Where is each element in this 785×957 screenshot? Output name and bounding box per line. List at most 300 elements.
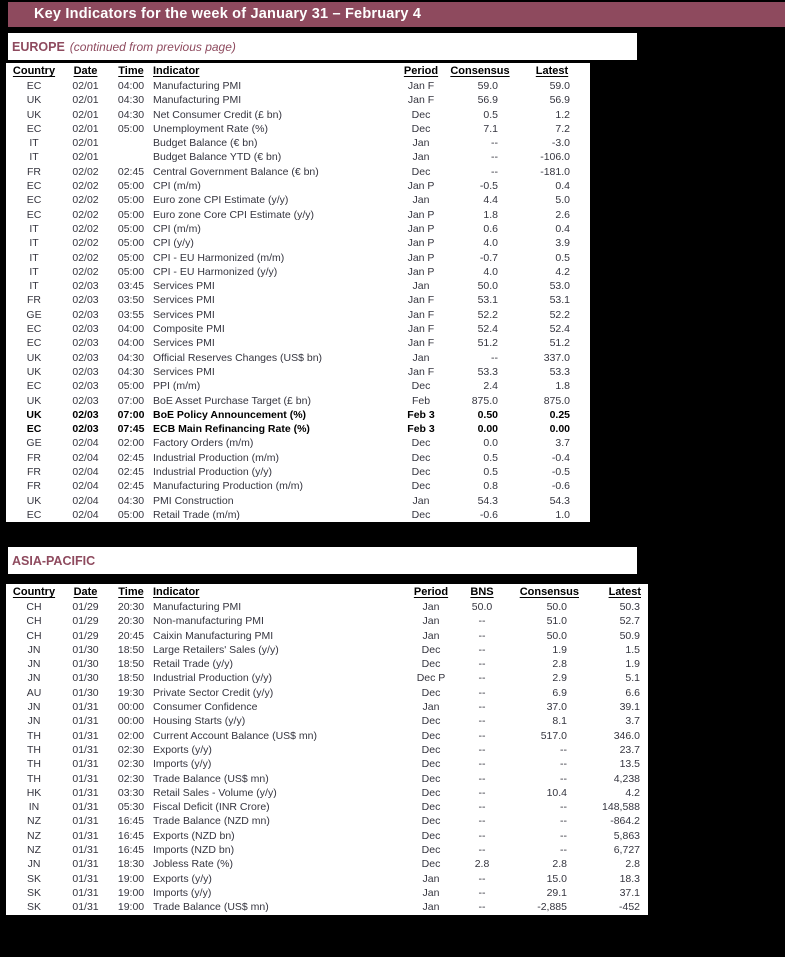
table-cell: -- bbox=[478, 901, 486, 914]
table-cell: Dec bbox=[421, 643, 441, 656]
table-cell: CH bbox=[26, 615, 42, 628]
table-cell: FR bbox=[27, 165, 41, 178]
table-cell: Services PMI bbox=[153, 280, 215, 293]
table-cell: Dec bbox=[421, 815, 441, 828]
table-cell: -- bbox=[560, 815, 567, 828]
table-cell: 02/02 bbox=[72, 222, 99, 235]
table-cell: 18:50 bbox=[117, 643, 145, 656]
table-cell: 02/01 bbox=[72, 122, 99, 135]
table-cell: Retail Sales - Volume (y/y) bbox=[153, 786, 277, 799]
table-cell: 50.0 bbox=[477, 280, 498, 293]
table-cell: 01/31 bbox=[72, 758, 99, 771]
table-cell: -- bbox=[478, 786, 486, 799]
table-row bbox=[6, 93, 590, 107]
table-cell: Exports (NZD bn) bbox=[153, 829, 235, 842]
table-cell: 875.0 bbox=[543, 394, 570, 407]
table-cell: 02:45 bbox=[117, 451, 145, 464]
table-cell: 59.0 bbox=[549, 80, 570, 92]
table-cell: 01/31 bbox=[72, 858, 99, 871]
table-row bbox=[6, 108, 590, 122]
table-cell: 51.0 bbox=[546, 615, 567, 628]
table-cell: 02/03 bbox=[72, 337, 99, 350]
table-cell: 1.5 bbox=[625, 643, 640, 656]
table-cell: 04:30 bbox=[117, 351, 145, 364]
table-cell: 59.0 bbox=[477, 80, 498, 92]
table-cell: -0.4 bbox=[551, 451, 570, 464]
table-cell: 39.1 bbox=[619, 701, 640, 714]
table-cell: Services PMI bbox=[153, 308, 215, 321]
table-cell: Dec bbox=[421, 858, 441, 871]
table-row bbox=[6, 600, 648, 614]
table-cell: Dec bbox=[421, 658, 441, 671]
table-cell: EC bbox=[26, 194, 42, 207]
table-cell: 16:45 bbox=[117, 815, 145, 828]
table-cell: 5.1 bbox=[625, 672, 640, 685]
table-cell: EC bbox=[26, 508, 42, 521]
table-cell: 01/30 bbox=[72, 672, 99, 685]
header-row bbox=[6, 584, 648, 600]
table-cell: 148,588 bbox=[602, 801, 640, 814]
table-cell: 01/31 bbox=[72, 872, 99, 885]
table-cell: 07:45 bbox=[117, 423, 145, 436]
table-cell: EC bbox=[26, 380, 42, 393]
table-cell: 02/04 bbox=[72, 466, 99, 479]
table-cell: 1.8 bbox=[483, 208, 498, 221]
table-cell: 0.0 bbox=[483, 437, 498, 450]
table-cell: 02/03 bbox=[72, 380, 99, 393]
table-cell: IT bbox=[29, 222, 39, 235]
table-cell: Jan P bbox=[407, 222, 435, 235]
table-cell: -- bbox=[478, 772, 486, 785]
table-cell: 02/04 bbox=[72, 437, 99, 450]
table-cell: 0.5 bbox=[483, 108, 498, 121]
table-cell: -- bbox=[560, 758, 567, 771]
table-cell: 03:55 bbox=[117, 308, 145, 321]
table-cell: 02:45 bbox=[117, 165, 145, 178]
table-cell: Manufacturing PMI bbox=[153, 601, 242, 613]
table-row bbox=[6, 700, 648, 714]
table-cell bbox=[109, 136, 153, 150]
table-cell: Jan bbox=[412, 137, 430, 150]
table-cell: Jan F bbox=[407, 337, 435, 350]
table-cell: FR bbox=[27, 480, 41, 493]
table-cell: CH bbox=[26, 601, 42, 613]
table-cell: 00:00 bbox=[117, 715, 145, 728]
table-cell: FR bbox=[27, 451, 41, 464]
table-row bbox=[6, 408, 590, 422]
table-cell: 02/03 bbox=[72, 365, 99, 378]
table-cell: 05:00 bbox=[117, 194, 145, 207]
table-cell: 04:30 bbox=[117, 494, 145, 507]
table-cell: 04:00 bbox=[117, 323, 145, 336]
table-cell: 05:30 bbox=[117, 801, 145, 814]
table-cell: 50.0 bbox=[546, 601, 567, 613]
table-cell: 4.0 bbox=[483, 265, 498, 278]
table-cell: Manufacturing PMI bbox=[153, 80, 242, 92]
table-cell: 517.0 bbox=[540, 729, 567, 742]
table-cell: Jan bbox=[422, 615, 440, 628]
table-cell: 07:00 bbox=[117, 408, 145, 421]
table-cell: NZ bbox=[27, 815, 41, 828]
table-cell: Imports (y/y) bbox=[153, 758, 212, 771]
table-cell: 05:00 bbox=[117, 122, 145, 135]
table-cell: PPI (m/m) bbox=[153, 380, 201, 393]
table-cell: 16:45 bbox=[117, 844, 145, 857]
table-cell: 20:45 bbox=[117, 629, 145, 642]
table-cell: 19:00 bbox=[117, 872, 145, 885]
table-cell: -864.2 bbox=[610, 815, 640, 828]
table-cell: 2.9 bbox=[552, 672, 567, 685]
table-cell: CPI (y/y) bbox=[153, 237, 194, 250]
table-cell: 19:00 bbox=[117, 886, 145, 899]
table-cell: Dec bbox=[411, 165, 431, 178]
table-cell: CPI - EU Harmonized (m/m) bbox=[153, 251, 285, 264]
table-cell: 04:30 bbox=[117, 365, 145, 378]
table-cell: UK bbox=[26, 94, 42, 107]
table-cell: 01/31 bbox=[72, 715, 99, 728]
table-cell: Consumer Confidence bbox=[153, 701, 258, 714]
table-row bbox=[6, 179, 590, 193]
column-header: Period bbox=[413, 586, 449, 598]
column-header: Country bbox=[12, 586, 56, 598]
table-cell: Dec bbox=[421, 715, 441, 728]
table-cell: 02/02 bbox=[72, 265, 99, 278]
table-cell: -106.0 bbox=[540, 151, 570, 164]
europe-table-panel bbox=[4, 61, 592, 524]
table-cell: 50.9 bbox=[619, 629, 640, 642]
section-header-europe bbox=[8, 33, 637, 60]
table-cell: 56.9 bbox=[477, 94, 498, 107]
table-cell: 05:00 bbox=[117, 251, 145, 264]
table-cell: Feb 3 bbox=[407, 408, 435, 421]
table-row bbox=[6, 336, 590, 350]
table-cell: Dec bbox=[421, 844, 441, 857]
table-cell: 29.1 bbox=[546, 886, 567, 899]
table-cell: Jan P bbox=[407, 251, 435, 264]
table-cell: UK bbox=[26, 351, 42, 364]
table-cell: 6.9 bbox=[552, 686, 567, 699]
table-cell: 52.2 bbox=[477, 308, 498, 321]
table-cell: 2.8 bbox=[552, 858, 567, 871]
table-cell: 875.0 bbox=[471, 394, 498, 407]
table-cell: 01/31 bbox=[72, 844, 99, 857]
table-cell: Jan F bbox=[407, 294, 435, 307]
column-header: BNS bbox=[470, 586, 494, 598]
table-cell: Imports (y/y) bbox=[153, 886, 212, 899]
table-cell: -- bbox=[478, 801, 486, 814]
table-cell: -- bbox=[478, 886, 486, 899]
table-cell: 50.3 bbox=[619, 601, 640, 613]
table-row bbox=[6, 900, 648, 914]
table-cell: -- bbox=[491, 151, 498, 164]
table-cell: 01/31 bbox=[72, 886, 99, 899]
table-row bbox=[6, 236, 590, 250]
table-cell: 01/30 bbox=[72, 658, 99, 671]
table-cell: 02/02 bbox=[72, 194, 99, 207]
table-cell: -0.5 bbox=[551, 466, 570, 479]
table-cell: 23.7 bbox=[619, 743, 640, 756]
table-cell: Dec bbox=[411, 466, 431, 479]
table-cell: 02/03 bbox=[72, 323, 99, 336]
table-cell: EC bbox=[26, 323, 42, 336]
table-cell: Dec bbox=[411, 380, 431, 393]
table-cell: 3.9 bbox=[555, 237, 570, 250]
table-cell: 7.1 bbox=[483, 122, 498, 135]
table-row bbox=[6, 308, 590, 322]
table-cell: 02:00 bbox=[117, 729, 145, 742]
table-cell: 01/29 bbox=[72, 629, 99, 642]
column-header: Latest bbox=[608, 586, 641, 598]
table-cell: -0.6 bbox=[551, 480, 570, 493]
table-row bbox=[6, 150, 590, 164]
table-cell: -- bbox=[478, 872, 486, 885]
table-cell: Dec bbox=[411, 108, 431, 121]
table-cell: Jan F bbox=[407, 80, 435, 92]
column-header: Consensus bbox=[519, 586, 579, 598]
table-cell: EC bbox=[26, 122, 42, 135]
table-cell: Industrial Production (y/y) bbox=[153, 672, 273, 685]
table-cell: 01/31 bbox=[72, 786, 99, 799]
table-cell: 3.7 bbox=[555, 437, 570, 450]
table-cell: 01/31 bbox=[72, 829, 99, 842]
table-row bbox=[6, 351, 590, 365]
table-cell: 04:00 bbox=[117, 80, 145, 92]
table-cell: 02/01 bbox=[72, 108, 99, 121]
table-cell: 02:00 bbox=[117, 437, 145, 450]
table-cell: 53.0 bbox=[549, 280, 570, 293]
table-cell: Dec bbox=[421, 743, 441, 756]
table-cell: -- bbox=[491, 351, 498, 364]
table-cell: 51.2 bbox=[549, 337, 570, 350]
table-row bbox=[6, 686, 648, 700]
table-row bbox=[6, 279, 590, 293]
table-cell: JN bbox=[27, 658, 41, 671]
table-cell: Net Consumer Credit (£ bn) bbox=[153, 108, 282, 121]
header-row bbox=[6, 63, 590, 79]
table-cell: Euro zone Core CPI Estimate (y/y) bbox=[153, 208, 315, 221]
table-cell: UK bbox=[26, 494, 42, 507]
table-cell: 5.0 bbox=[555, 194, 570, 207]
table-cell: Unemployment Rate (%) bbox=[153, 122, 268, 135]
table-cell: 02/02 bbox=[72, 180, 99, 193]
table-cell: IT bbox=[29, 280, 39, 293]
table-row bbox=[6, 293, 590, 307]
table-cell: Jan bbox=[422, 701, 440, 714]
table-cell: 01/29 bbox=[72, 615, 99, 628]
table-cell: 0.5 bbox=[483, 466, 498, 479]
table-row bbox=[6, 193, 590, 207]
table-cell: 02:30 bbox=[117, 743, 145, 756]
table-cell: -- bbox=[478, 701, 486, 714]
table-cell: Manufacturing Production (m/m) bbox=[153, 480, 303, 493]
table-row bbox=[6, 365, 590, 379]
table-cell: Dec bbox=[421, 829, 441, 842]
table-cell: -- bbox=[478, 844, 486, 857]
table-cell: 0.8 bbox=[483, 480, 498, 493]
table-cell: HK bbox=[26, 786, 42, 799]
section-title-asia-pacific: ASIA-PACIFIC bbox=[12, 554, 96, 568]
table-row bbox=[6, 657, 648, 671]
table-cell: 37.1 bbox=[619, 886, 640, 899]
table-cell: 2.6 bbox=[555, 208, 570, 221]
column-header: Time bbox=[118, 65, 144, 77]
table-cell: 04:30 bbox=[117, 94, 145, 107]
table-cell: 56.9 bbox=[549, 94, 570, 107]
table-cell: 37.0 bbox=[546, 701, 567, 714]
table-cell: IT bbox=[29, 237, 39, 250]
table-cell: -3.0 bbox=[551, 137, 570, 150]
column-header: Country bbox=[12, 65, 56, 77]
table-cell: 6.6 bbox=[625, 686, 640, 699]
table-row bbox=[6, 479, 590, 493]
table-cell: UK bbox=[26, 365, 42, 378]
table-cell: -- bbox=[491, 165, 498, 178]
column-header: Period bbox=[403, 65, 439, 77]
table-cell: -- bbox=[478, 743, 486, 756]
table-cell: IT bbox=[29, 265, 39, 278]
table-cell: 346.0 bbox=[613, 729, 640, 742]
table-cell: 0.25 bbox=[549, 408, 570, 421]
table-cell: -- bbox=[478, 715, 486, 728]
table-cell: 1.2 bbox=[555, 108, 570, 121]
table-cell: -- bbox=[560, 772, 567, 785]
table-cell: TH bbox=[27, 772, 41, 785]
table-cell: 6,727 bbox=[613, 844, 640, 857]
table-cell: NZ bbox=[27, 844, 41, 857]
table-cell: 52.4 bbox=[477, 323, 498, 336]
table-cell: 04:30 bbox=[117, 108, 145, 121]
table-cell: Jan bbox=[412, 351, 430, 364]
table-row bbox=[6, 786, 648, 800]
table-cell: CH bbox=[26, 629, 42, 642]
table-cell: 53.1 bbox=[477, 294, 498, 307]
table-cell: Euro zone CPI Estimate (y/y) bbox=[153, 194, 289, 207]
table-cell: 00:00 bbox=[117, 701, 145, 714]
table-cell: -- bbox=[478, 615, 486, 628]
table-cell: GE bbox=[26, 308, 42, 321]
table-cell: 01/31 bbox=[72, 801, 99, 814]
table-cell: Dec bbox=[421, 786, 441, 799]
table-cell: 02/03 bbox=[72, 351, 99, 364]
table-cell: 01/30 bbox=[72, 643, 99, 656]
table-cell: Budget Balance YTD (€ bn) bbox=[153, 151, 282, 164]
table-cell: 54.3 bbox=[549, 494, 570, 507]
table-cell: 05:00 bbox=[117, 508, 145, 521]
europe-table bbox=[6, 63, 590, 522]
table-cell: -- bbox=[478, 629, 486, 642]
table-cell: GE bbox=[26, 437, 42, 450]
table-row bbox=[6, 508, 590, 522]
table-cell: Fiscal Deficit (INR Crore) bbox=[153, 801, 270, 814]
table-cell: Dec bbox=[421, 758, 441, 771]
table-cell: 05:00 bbox=[117, 237, 145, 250]
table-cell: 02/01 bbox=[72, 80, 99, 92]
table-cell: -- bbox=[478, 658, 486, 671]
table-cell: 02/02 bbox=[72, 251, 99, 264]
table-cell: Jan bbox=[422, 601, 440, 613]
table-cell: -- bbox=[478, 672, 486, 685]
table-cell: 0.00 bbox=[477, 423, 498, 436]
table-row bbox=[6, 857, 648, 871]
table-cell: 13.5 bbox=[619, 758, 640, 771]
table-cell: 01/31 bbox=[72, 701, 99, 714]
table-cell: Jan bbox=[412, 280, 430, 293]
table-cell: 52.2 bbox=[549, 308, 570, 321]
table-cell: 20:30 bbox=[117, 601, 145, 613]
table-cell: 18:50 bbox=[117, 658, 145, 671]
table-cell: -0.6 bbox=[479, 508, 498, 521]
table-cell: EC bbox=[26, 208, 42, 221]
table-row bbox=[6, 494, 590, 508]
table-cell: 15.0 bbox=[546, 872, 567, 885]
table-cell: 19:30 bbox=[117, 686, 145, 699]
table-cell: 05:00 bbox=[117, 265, 145, 278]
table-cell: Jan F bbox=[407, 308, 435, 321]
table-cell: Imports (NZD bn) bbox=[153, 844, 235, 857]
table-cell: Caixin Manufacturing PMI bbox=[153, 629, 274, 642]
table-row bbox=[6, 122, 590, 136]
table-cell: Manufacturing PMI bbox=[153, 94, 242, 107]
table-cell: Large Retailers' Sales (y/y) bbox=[153, 643, 279, 656]
table-cell: 0.6 bbox=[483, 222, 498, 235]
table-cell: Jan P bbox=[407, 180, 435, 193]
table-row bbox=[6, 629, 648, 643]
table-cell: 02/03 bbox=[72, 280, 99, 293]
table-cell: 7.2 bbox=[555, 122, 570, 135]
table-cell: ECB Main Refinancing Rate (%) bbox=[153, 423, 310, 436]
table-row bbox=[6, 79, 590, 93]
table-cell: Feb 3 bbox=[407, 423, 435, 436]
column-header: Consensus bbox=[450, 65, 510, 77]
table-cell: -- bbox=[478, 729, 486, 742]
table-cell: JN bbox=[27, 715, 41, 728]
table-cell: 02/04 bbox=[72, 494, 99, 507]
table-cell: Trade Balance (NZD mn) bbox=[153, 815, 270, 828]
table-row bbox=[6, 757, 648, 771]
table-cell: SK bbox=[26, 872, 41, 885]
table-cell: SK bbox=[26, 901, 41, 914]
table-cell: 50.0 bbox=[546, 629, 567, 642]
table-cell: 03:45 bbox=[117, 280, 145, 293]
table-row bbox=[6, 394, 590, 408]
table-cell: Dec bbox=[411, 122, 431, 135]
table-cell: 02/04 bbox=[72, 480, 99, 493]
table-cell: Retail Trade (y/y) bbox=[153, 658, 233, 671]
table-cell: -- bbox=[560, 743, 567, 756]
table-cell: 4.2 bbox=[625, 786, 640, 799]
table-cell: Feb bbox=[411, 394, 431, 407]
table-cell: JN bbox=[27, 701, 41, 714]
table-cell: Budget Balance (€ bn) bbox=[153, 137, 258, 150]
table-cell: 02/03 bbox=[72, 294, 99, 307]
table-cell: 02/01 bbox=[72, 151, 99, 164]
table-cell: 02/03 bbox=[72, 423, 99, 436]
table-cell: 2.4 bbox=[483, 380, 498, 393]
table-cell: Jan bbox=[412, 494, 430, 507]
table-cell: 4.0 bbox=[483, 237, 498, 250]
table-cell: Services PMI bbox=[153, 337, 215, 350]
table-cell: 5,863 bbox=[613, 829, 640, 842]
table-cell: 02/02 bbox=[72, 237, 99, 250]
table-cell: TH bbox=[27, 758, 41, 771]
column-header: Indicator bbox=[153, 586, 200, 598]
table-cell: TH bbox=[27, 743, 41, 756]
section-header-asia-pacific bbox=[8, 547, 637, 574]
column-header: Indicator bbox=[153, 65, 200, 77]
table-cell: IT bbox=[29, 151, 39, 164]
table-cell: BoE Policy Announcement (%) bbox=[153, 408, 307, 421]
table-cell: Housing Starts (y/y) bbox=[153, 715, 246, 728]
